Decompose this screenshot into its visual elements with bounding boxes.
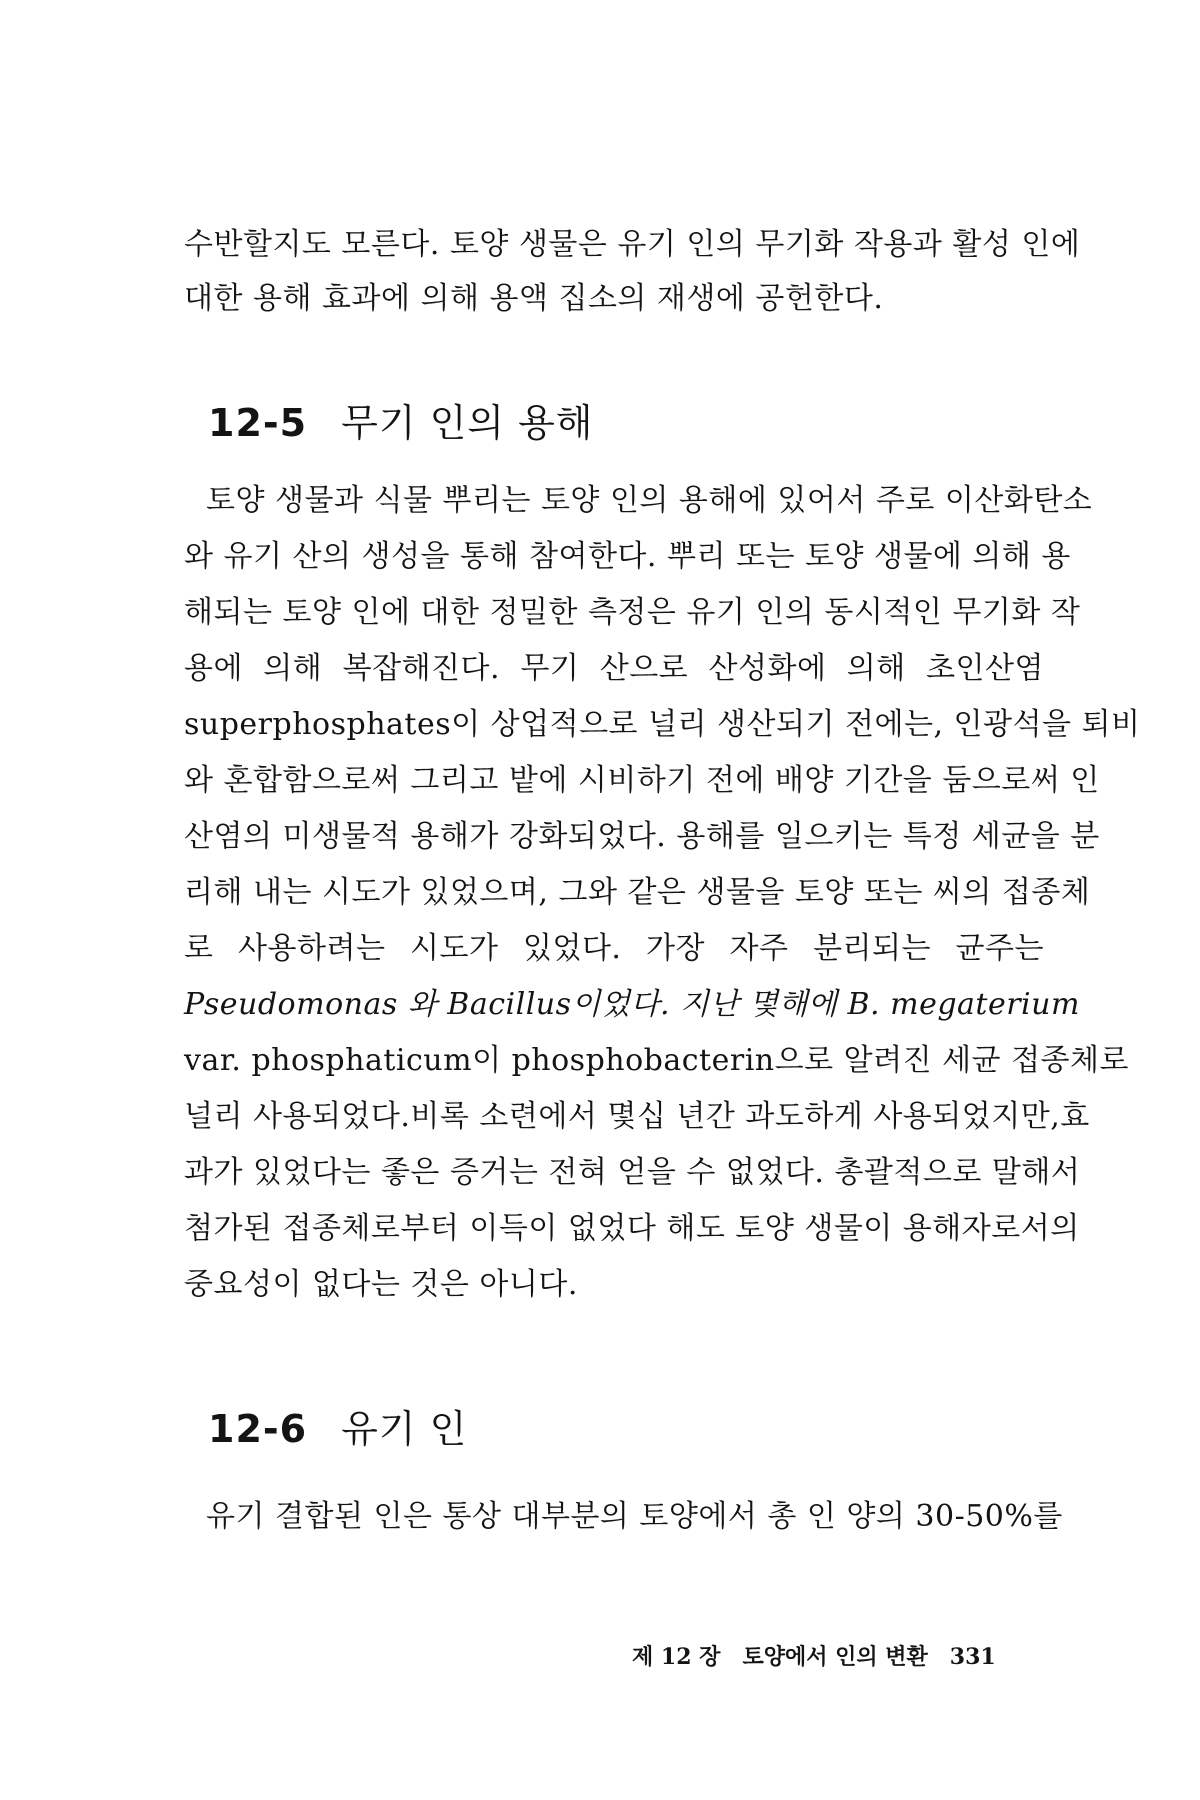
section-number: 12-6 (208, 1407, 308, 1451)
body-line: 과가 있었다는 좋은 증거는 전혀 얻을 수 없었다. 총괄적으로 말해서 (184, 1155, 1081, 1190)
section-number: 12-5 (208, 401, 308, 445)
body-line: 널리 사용되었다.비록 소련에서 몇십 년간 과도하게 사용되었지만,효 (184, 1099, 1090, 1134)
body-line: var. phosphaticum이 phosphobacterin으로 알려진 세균 접종체로 (184, 1043, 1129, 1078)
page-number: 331 (949, 1644, 996, 1670)
footer-chapter: 제 12 장 (632, 1644, 721, 1670)
running-footer (632, 1640, 996, 1671)
body-line: 용에 의해 복잡해진다. 무기 산으로 산성화에 의해 초인산염 (184, 651, 1044, 686)
body-line: 유기 결합된 인은 통상 대부분의 토양에서 총 인 양의 30-50%를 (206, 1499, 1063, 1534)
section-title: 유기 인 (341, 1407, 468, 1451)
body-line: 중요성이 없다는 것은 아니다. (184, 1267, 578, 1302)
body-line: Pseudomonas 와 Bacillus이었다. 지난 몇해에 B. megaterium (184, 987, 1080, 1022)
body-line: 첨가된 접종체로부터 이득이 없었다 해도 토양 생물이 용해자로서의 (184, 1211, 1080, 1246)
section-heading-12-6 (208, 1398, 467, 1453)
intro-line: 대한 용해 효과에 의해 용액 집소의 재생에 공헌한다. (184, 281, 884, 316)
body-line: 산염의 미생물적 용해가 강화되었다. 용해를 일으키는 특정 세균을 분 (184, 819, 1100, 854)
section-heading-12-5 (208, 392, 594, 447)
body-line: superphosphates이 상업적으로 널리 생산되기 전에는, 인광석을 퇴비 (184, 707, 1141, 742)
intro-line: 수반할지도 모른다. 토양 생물은 유기 인의 무기화 작용과 활성 인에 (184, 227, 1081, 262)
body-line: 로 사용하려는 시도가 있었다. 가장 자주 분리되는 균주는 (184, 931, 1044, 966)
body-line: 와 혼합함으로써 그리고 밭에 시비하기 전에 배양 기간을 둠으로써 인 (184, 763, 1100, 798)
body-line: 리해 내는 시도가 있었으며, 그와 같은 생물을 토양 또는 씨의 접종체 (184, 875, 1091, 910)
body-line: 해되는 토양 인에 대한 정밀한 측정은 유기 인의 동시적인 무기화 작 (184, 595, 1081, 630)
body-line: 토양 생물과 식물 뿌리는 토양 인의 용해에 있어서 주로 이산화탄소 (206, 483, 1093, 518)
section-title: 무기 인의 용해 (341, 401, 594, 445)
footer-chapter-title: 토양에서 인의 변환 (742, 1644, 928, 1670)
body-line: 와 유기 산의 생성을 통해 참여한다. 뿌리 또는 토양 생물에 의해 용 (184, 539, 1071, 574)
